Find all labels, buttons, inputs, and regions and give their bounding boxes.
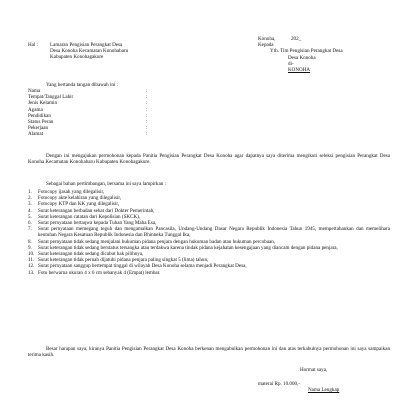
field-label: Agama <box>28 106 43 113</box>
recipient-name: Yth. Tim Pengisian Perangkat Desa <box>270 48 343 55</box>
item-text: Surat keterangan catatan dari Kepolisian (SKCK), <box>38 213 141 220</box>
place-text: Konoha, <box>258 36 276 42</box>
item-number: 11. <box>28 257 35 264</box>
item-number: 13. <box>28 269 35 276</box>
list-item <box>28 270 390 276</box>
item-text: Fotocopy ijasah yang dilegalisir, <box>38 189 105 195</box>
item-number: 6. <box>28 220 32 227</box>
item-number: 8. <box>28 238 32 245</box>
field-colon: : <box>146 88 148 94</box>
item-text: Surat keterangan tidak sedang berstatus tersangka atau terdakwa karena tindak pidana kejahatan kesengajaan yang diancam dengan pidana penjara, <box>38 244 338 251</box>
intro-text: Yang bertanda tangan dibawah ini : <box>46 82 119 88</box>
field-label: Alamat <box>28 131 43 138</box>
field-colon: : <box>146 125 148 132</box>
field-colon: : <box>146 100 148 107</box>
field-label: Pendidikan <box>28 112 51 119</box>
closing-salutation: Hormat saya, <box>300 367 328 373</box>
addressee-block <box>258 36 408 73</box>
item-text: Surat keterangan berbadan sehat dari Dokter Pemerintah, <box>38 207 155 214</box>
item-number: 12. <box>28 263 35 270</box>
field-label: Nama <box>28 88 41 94</box>
item-text: Foto berwarna ukuran 4 x 6 cm sebanyak 4 (Empat) lembar. <box>38 269 161 276</box>
field-row <box>28 131 147 137</box>
field-colon: : <box>146 112 148 119</box>
subject-block <box>28 42 128 61</box>
list-item <box>28 226 390 238</box>
field-colon: : <box>146 94 148 101</box>
request-paragraph: Dengan ini mengajukan permohonan kepada Panitia Pengisian Perangkat Desa Konoha agar dapatnya saya diterima mengikuti seleksi pengisian Perangkat Desa Konoha Kecamatan Konohabaru Kabupaten Konohagakure. <box>28 153 390 166</box>
item-number: 7. <box>28 226 32 233</box>
subject-key: Hal : <box>28 42 39 48</box>
item-text: Fotocopy akte kelahiran yang dilegalisir, <box>38 195 122 202</box>
item-text: Surat keterangan tidak pernah dijatuhi pidana penjara paling singkat 5 (lima) tahun, <box>38 257 209 264</box>
attachments-intro: Sebagai bahan pertimbangan, bersama ini saya lampirkan : <box>46 181 166 187</box>
item-number: 3. <box>28 201 32 208</box>
closing-paragraph: Besar harapan saya, kiranya Panitia Pengisian Perangkat Desa Konoha berkenan mengabulkan permohonan ini dan atas terkabulnya permohonan ini saya sampaikan terima kasih. <box>28 346 390 359</box>
field-label: Tempat/Tanggal Lahir <box>28 94 74 101</box>
item-number: 5. <box>28 213 32 220</box>
subject-line-3: Kabupaten Konohagakure <box>50 54 104 61</box>
item-text: Surat pernyataan sanggup bertempat tinggal di wilayah Desa Konoha selama menjadi Perangkat Desa, <box>38 263 247 270</box>
item-text: Surat pernyataan bertaqwa kepada Tuhan Yang Maha Esa, <box>38 220 157 227</box>
item-text: Fotocopy KTP dan KK yang dilegalisir, <box>38 201 120 208</box>
personal-fields <box>28 88 147 138</box>
item-text: Surat keterangan tidak sedang dicabut hak pilihnya, <box>38 251 144 258</box>
item-number: 1. <box>28 189 32 195</box>
item-number: 10. <box>28 251 35 258</box>
field-colon: : <box>146 131 148 138</box>
field-label: Status Peran <box>28 118 54 125</box>
recipient-di: di- <box>288 60 294 67</box>
field-label: Jenis Kelamin <box>28 100 58 107</box>
field-colon: : <box>146 118 148 125</box>
item-number: 4. <box>28 207 32 214</box>
kepada-label: Kepada <box>258 42 274 49</box>
field-colon: : <box>146 106 148 113</box>
subject-line-1: Lamaran Pengisian Perangkat Desa <box>50 42 123 48</box>
date-text: 202_ <box>291 36 302 42</box>
signature-name: Nama Lengkap <box>308 387 340 393</box>
field-label: Pekerjaan <box>28 125 49 132</box>
item-number: 2. <box>28 195 32 202</box>
recipient-village: Desa Konoha <box>288 54 316 61</box>
attachment-list <box>28 189 390 276</box>
stamp-duty-note: materai Rp. 10.000,- <box>258 381 301 387</box>
recipient-city: KONOHA <box>288 66 311 73</box>
item-number: 9. <box>28 244 32 251</box>
item-text: Surat pernyataan memegang teguh dan mengamalkan Pancasila, Undang-Undang Dasar Negara Republik Indonesia Tahun 1945, mempertahankan dan memelihara keutuhan Negara Kesatuan Republik Indonesia dan Bhinneka Tunggal Ika, <box>38 226 390 239</box>
item-text: Surat pernyataan tidak sedang menjalani hukuman pidana penjara dengan hukuman badan atau hukuman percobaan, <box>38 238 276 245</box>
subject-line-2: Desa Konoha Kecamatan Konohabaru <box>50 48 129 55</box>
